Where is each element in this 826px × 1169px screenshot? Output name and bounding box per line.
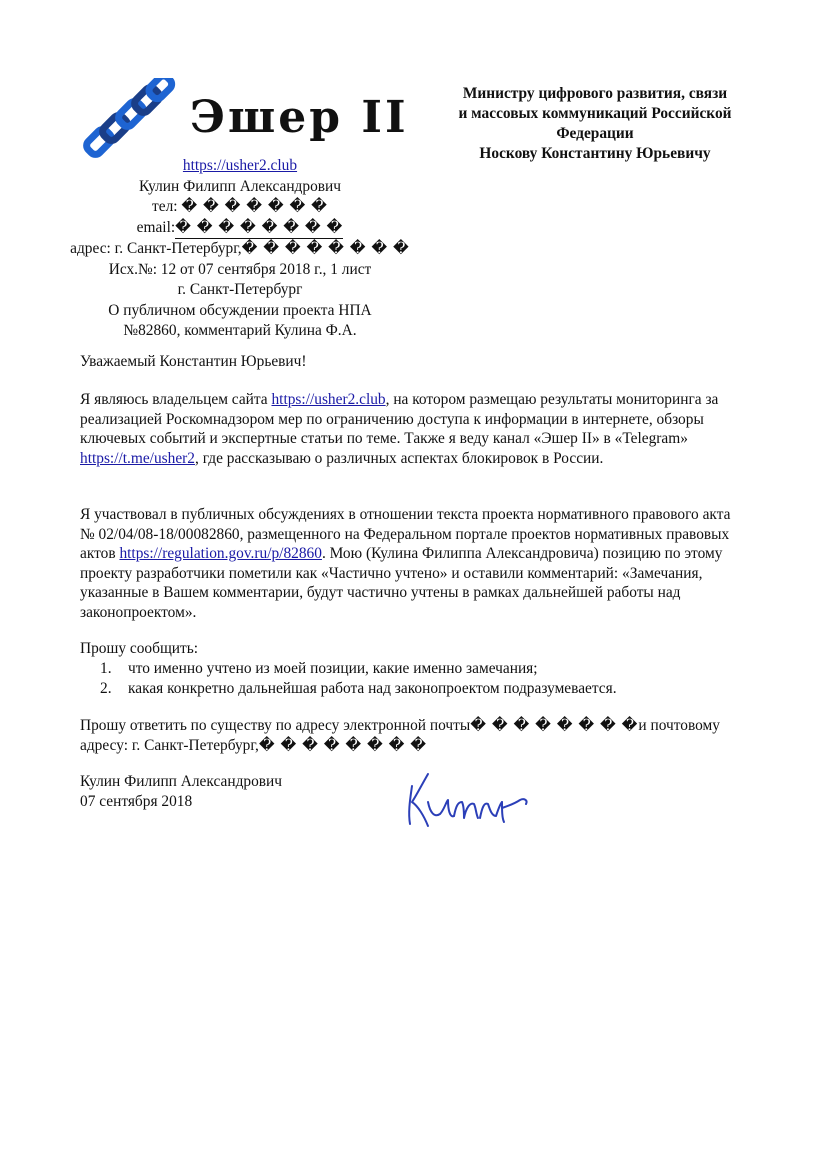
signature-block [80, 772, 282, 812]
paragraph-text: , на котором размещаю результаты мониторинга за реализацией Роскомнадзором мер по ограничению доступа к информации в интернете, обзоры ключевых событий и экспертные статьи по теме. Также я веду канал «Эшер II» в «Telegram» [80, 391, 719, 447]
list-item [100, 679, 760, 699]
phone-masked-value: � � � � � � � [181, 198, 328, 215]
subject-line: О публичном обсуждении проекта НПА [108, 301, 372, 319]
email-label: email: [136, 218, 176, 236]
address-label: адрес: г. Санкт-Петербург, [70, 240, 242, 257]
addressee-line: Федерации [556, 125, 634, 142]
address-line [60, 239, 420, 260]
addressee-line: Носкову Константину Юрьевичу [479, 145, 711, 162]
address-masked-value: � � � � � � � � [241, 240, 410, 257]
site-link-inline[interactable]: https://usher2.club [271, 391, 386, 408]
outgoing-ref: Исх.№: 12 от 07 сентября 2018 г., 1 лист [108, 260, 372, 278]
paragraph-text: , где рассказываю о различных аспектах блокировок в России. [195, 449, 604, 467]
paragraph-1 [80, 390, 746, 468]
reply-address-masked: � � � � � � � � [258, 736, 427, 754]
addressee-line: и массовых коммуникаций Российской [458, 105, 732, 122]
signer-name: Кулин Филипп Александрович [80, 773, 283, 790]
letter-date: 07 сентября 2018 [80, 793, 193, 810]
sender-city: г. Санкт-Петербург [177, 281, 303, 298]
phone-label: тел: [152, 198, 178, 215]
paragraph-2 [80, 505, 746, 622]
paragraph-text: Прошу ответить по существу по адресу электронной почты [80, 717, 471, 734]
list-item-text: какая конкретно дальнейшая работа над законопроектом подразумевается. [128, 680, 617, 697]
list-item-number: 1. [100, 660, 112, 677]
request-intro: Прошу сообщить: [80, 640, 199, 657]
reply-email-masked: � � � � � � � � [470, 717, 639, 734]
paragraph-text: и почтовому адресу: г. Санкт-Петербург, [80, 717, 720, 754]
salutation: Уважаемый Константин Юрьевич! [80, 353, 307, 370]
logo-chain-icon [80, 78, 180, 168]
subject-line: №82860, комментарий Кулина Ф.А. [123, 322, 357, 339]
phone-line [60, 197, 420, 218]
telegram-link[interactable]: https://t.me/usher2 [80, 449, 195, 467]
site-link[interactable]: https://usher2.club [182, 157, 298, 174]
addressee-block [440, 84, 750, 164]
paragraph-text: Я являюсь владельцем сайта [80, 391, 272, 408]
regulation-link[interactable]: https://regulation.gov.ru/p/82860 [119, 545, 322, 562]
reply-paragraph [80, 716, 746, 755]
paragraph-text: . Мою (Кулина Филиппа Александровича) позицию по этому проекту разработчики пометили как «Частично учтено» и оставили комментарий: «Замечания, указанные в Вашем комментарии, будут частично учтены в рамках дальнейшей работы над законопроектом». [80, 545, 723, 621]
request-list [100, 659, 760, 699]
list-item [100, 659, 760, 679]
addressee-line: Министру цифрового развития, связи [462, 85, 728, 102]
logo-title: Эшер II [190, 92, 409, 143]
email-masked-value: � � � � � � � � [175, 218, 343, 240]
sender-name: Кулин Филипп Александрович [138, 177, 342, 195]
paragraph-text: Я участвовал в публичных обсуждениях в отношении текста проекта нормативного правового акта № 02/04/08-18/00082860, размещенного на Федеральном портале проектов нормативных правовых актов [80, 506, 731, 562]
list-item-text: что именно учтено из моей позиции, какие именно замечания; [128, 660, 538, 677]
list-item-number: 2. [100, 680, 112, 697]
email-line [60, 218, 420, 240]
handwritten-signature [398, 756, 538, 836]
sender-block [60, 156, 420, 342]
